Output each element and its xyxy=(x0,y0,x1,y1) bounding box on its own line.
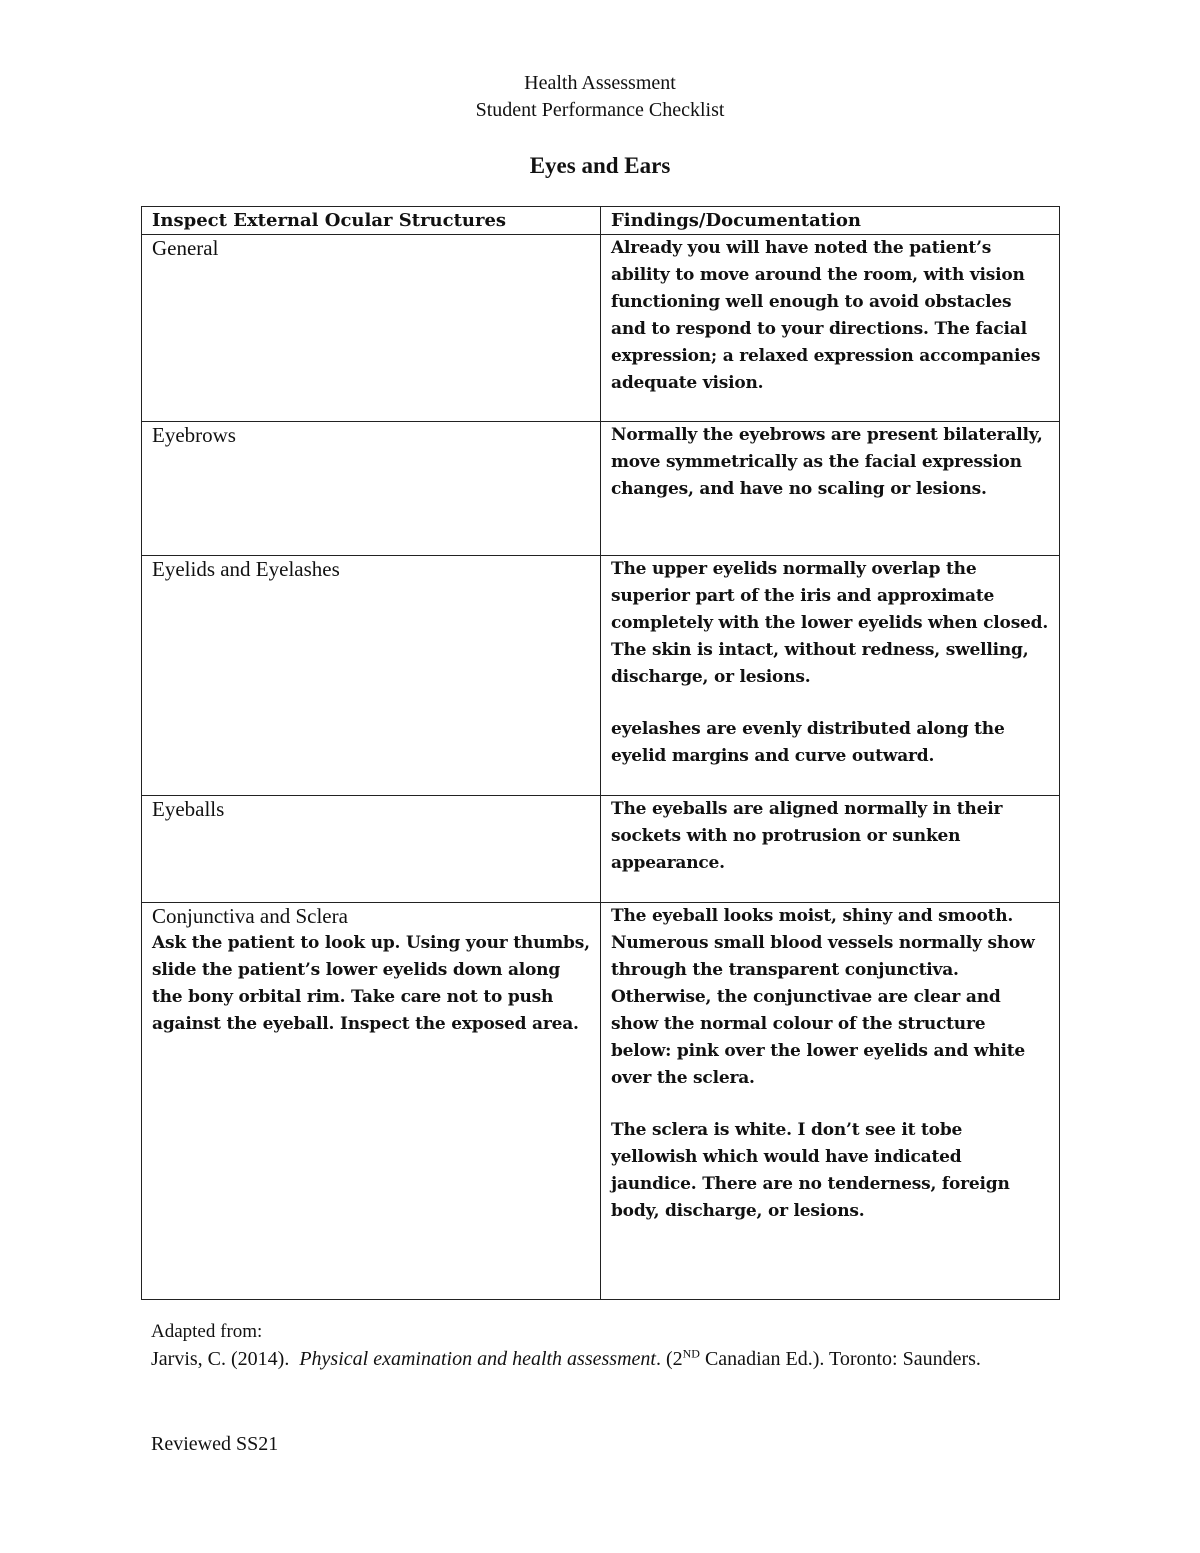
findings-cell xyxy=(601,796,1060,903)
table-row xyxy=(142,235,1060,422)
table-row xyxy=(142,903,1060,1300)
checklist-subtitle: Student Performance Checklist xyxy=(475,99,725,121)
table-row xyxy=(142,796,1060,903)
citation-title: Physical examination and health assessment xyxy=(299,1348,656,1370)
findings-text: The eyeball looks moist, shiny and smooth. Numerous small blood vessels normally show through the transparent conjunctiva. Otherwise, the conjunctivae are clear and show the normal colour of the structure below: pink over the lower eyelids and white over the sclera. xyxy=(611,906,1035,1088)
findings-text: Normally the eyebrows are present bilaterally, move symmetrically as the facial expression changes, and have no scaling or lesions. xyxy=(611,425,1043,499)
citation-publisher: Canadian Ed.). Toronto: Saunders. xyxy=(699,1348,981,1370)
findings-text: eyelashes are evenly distributed along the eyelid margins and curve outward. xyxy=(611,719,1005,766)
structure-label: Conjunctiva and Sclera xyxy=(152,904,348,928)
findings-cell xyxy=(601,556,1060,796)
structure-cell xyxy=(142,556,601,796)
structure-label: Eyelids and Eyelashes xyxy=(152,557,340,581)
citation-edition-sup: ND xyxy=(682,1346,700,1361)
findings-text: The eyeballs are aligned normally in their sockets with no protrusion or sunken appearance. xyxy=(611,799,1003,873)
adapted-from-label: Adapted from: xyxy=(151,1321,263,1342)
table-row xyxy=(142,422,1060,556)
structure-cell xyxy=(142,235,601,422)
table-row xyxy=(142,556,1060,796)
findings-text: The sclera is white. I don’t see it tobe yellowish which would have indicated jaundice. There are no tenderness, foreign body, discharge, or lesions. xyxy=(611,1120,1010,1221)
findings-text: The upper eyelids normally overlap the superior part of the iris and approximate completely with the lower eyelids when closed. The skin is intact, without redness, swelling, discharge, or lesions. xyxy=(611,559,1049,687)
findings-cell xyxy=(601,422,1060,556)
course-name: Health Assessment xyxy=(524,72,676,94)
instruction-text: Ask the patient to look up. Using your thumbs, slide the patient’s lower eyelids down along the bony orbital rim. Take care not to push against the eyeball. Inspect the exposed area. xyxy=(152,933,590,1034)
table-header-row xyxy=(142,207,1060,235)
structure-cell xyxy=(142,903,601,1300)
findings-cell xyxy=(601,903,1060,1300)
findings-cell xyxy=(601,235,1060,422)
citation xyxy=(151,1345,1051,1373)
structure-label: Eyebrows xyxy=(152,423,236,447)
structure-label: Eyeballs xyxy=(152,797,225,821)
citation-edition: . (2 xyxy=(655,1348,683,1370)
reviewed-note: Reviewed SS21 xyxy=(151,1433,279,1455)
column-header-findings: Findings/Documentation xyxy=(601,207,1060,235)
structure-cell xyxy=(142,422,601,556)
checklist-table xyxy=(141,206,1060,1300)
citation-author: Jarvis, C. (2014). xyxy=(151,1348,290,1370)
page-title: Eyes and Ears xyxy=(529,153,671,178)
column-header-structures: Inspect External Ocular Structures xyxy=(142,207,601,235)
structure-cell xyxy=(142,796,601,903)
findings-text: Already you will have noted the patient’s ability to move around the room, with vision functioning well enough to avoid obstacles and to respond to your directions. The facial expression; a relaxed expression accompanies adequate vision. xyxy=(611,238,1041,393)
structure-label: General xyxy=(152,236,219,260)
